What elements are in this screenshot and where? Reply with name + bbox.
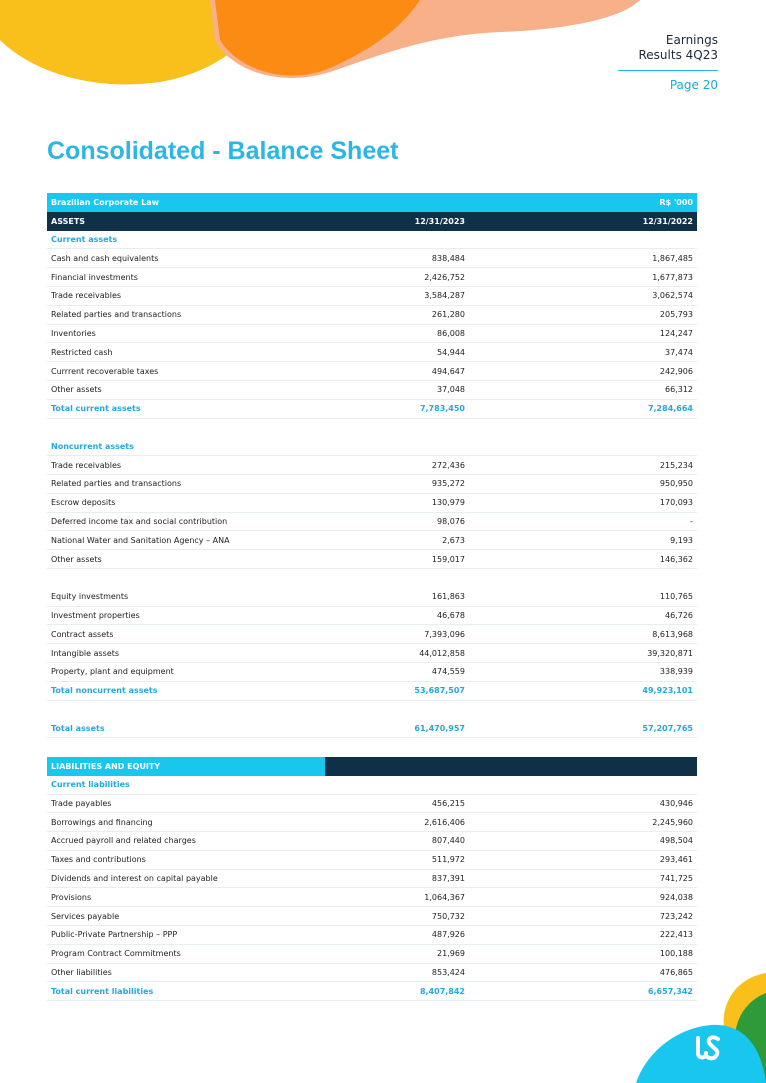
total-current-assets-row: Total current assets 7,783,450 7,284,664 [47, 400, 697, 419]
table-row [47, 513, 697, 532]
row-label: Provisions [51, 892, 92, 902]
row-label: Other assets [51, 385, 102, 395]
table-row [47, 813, 697, 832]
value-2023: 46,678 [437, 610, 465, 620]
table-row [47, 268, 697, 287]
value-2023: 2,616,406 [424, 817, 465, 827]
value-2022: 37,474 [665, 347, 693, 357]
spacer-row [47, 701, 697, 720]
value-2023: 21,969 [437, 949, 465, 959]
value-2023: 838,484 [431, 253, 465, 263]
value-2023: 161,863 [431, 592, 465, 602]
header-decoration [0, 0, 640, 95]
table-row [47, 475, 697, 494]
value-2023: 474,559 [431, 667, 465, 677]
value-2023: 494,647 [431, 366, 465, 376]
value-2023: 159,017 [431, 554, 465, 564]
row-label: Restricted cash [51, 347, 113, 357]
value-2023: 456,215 [431, 798, 465, 808]
row-label: Intangible assets [51, 648, 120, 658]
row-label: Trade payables [51, 798, 112, 808]
row-label: Related parties and transactions [51, 479, 182, 489]
liabilities-heading: LIABILITIES AND EQUITY [47, 757, 325, 776]
row-label: Currrent recoverable taxes [51, 366, 159, 376]
spacer-row [47, 419, 697, 438]
table-row [47, 832, 697, 851]
table-row [47, 456, 697, 475]
row-label: Accrued payroll and related charges [51, 836, 196, 846]
value-2023: 1,064,367 [424, 892, 465, 902]
value-2022: 66,312 [665, 385, 693, 395]
table-row [47, 907, 697, 926]
value-2023: 3,584,287 [424, 291, 465, 301]
value-2022: 222,413 [659, 930, 693, 940]
value-2022: 3,062,574 [652, 291, 693, 301]
total-current-liabilities-row: Total current liabilities 8,407,842 6,657,342 [47, 982, 697, 1001]
value-2022: 2,245,960 [652, 817, 693, 827]
table-row [47, 945, 697, 964]
value-2022: 46,726 [665, 610, 693, 620]
table-row [47, 644, 697, 663]
value-2022: 1,867,485 [652, 253, 693, 263]
row-label: Services payable [51, 911, 120, 921]
value-2022: 924,038 [659, 892, 693, 902]
row-label: Financial investments [51, 272, 138, 282]
table-row [47, 494, 697, 513]
row-label: Property, plant and equipment [51, 667, 174, 677]
balance-sheet-table [47, 193, 697, 1001]
footer-decoration [636, 973, 766, 1083]
column-2022: 12/31/2022 [642, 216, 693, 226]
value-2023: 807,440 [431, 836, 465, 846]
table-row [47, 362, 697, 381]
table-row [47, 795, 697, 814]
total-assets-row: Total assets 61,470,957 57,207,765 [47, 719, 697, 738]
noncurrent-assets-rows-b [47, 588, 697, 682]
value-2023: 487,926 [431, 930, 465, 940]
table-header-liabilities [47, 757, 697, 776]
table-row [47, 325, 697, 344]
row-label: National Water and Sanitation Agency – ANA [51, 535, 230, 545]
value-2023: 7,393,096 [424, 629, 465, 639]
document-title-line1: Earnings [665, 33, 718, 47]
table-row [47, 287, 697, 306]
header-corporate-law: Brazilian Corporate Law [51, 197, 160, 207]
row-label: Dividends and interest on capital payable [51, 874, 218, 884]
table-row [47, 625, 697, 644]
row-label: Public-Private Partnership – PPP [51, 930, 178, 940]
value-2023: 935,272 [431, 479, 465, 489]
value-2023: 272,436 [431, 460, 465, 470]
table-row [47, 870, 697, 889]
spacer-row [47, 569, 697, 588]
row-label: Other liabilities [51, 968, 112, 978]
row-label: Contract assets [51, 629, 114, 639]
row-label: Taxes and contributions [51, 855, 146, 865]
noncurrent-assets-rows-a [47, 456, 697, 569]
value-2022: 146,362 [659, 554, 693, 564]
value-2022: 498,504 [659, 836, 693, 846]
table-row [47, 607, 697, 626]
value-2022: 8,613,968 [652, 629, 693, 639]
column-2023: 12/31/2023 [414, 216, 465, 226]
value-2022: 950,950 [659, 479, 693, 489]
table-row [47, 531, 697, 550]
table-row [47, 343, 697, 362]
total-noncurrent-assets-row: Total noncurrent assets 53,687,507 49,923,101 [47, 682, 697, 701]
assets-heading: ASSETS [51, 216, 86, 226]
value-2023: 837,391 [431, 874, 465, 884]
section-noncurrent-assets: Noncurrent assets [47, 437, 697, 456]
value-2022: 293,461 [659, 855, 693, 865]
row-label: Program Contract Commitments [51, 949, 181, 959]
row-label: Related parties and transactions [51, 310, 182, 320]
row-label: Other assets [51, 554, 102, 564]
value-2022: 110,765 [659, 592, 693, 602]
value-2023: 511,972 [431, 855, 465, 865]
value-2022: 242,906 [659, 366, 693, 376]
value-2022: 124,247 [659, 328, 693, 338]
table-row [47, 926, 697, 945]
value-2022: 100,188 [659, 949, 693, 959]
row-label: Trade receivables [51, 291, 122, 301]
table-row [47, 964, 697, 983]
table-header-assets [47, 212, 697, 231]
table-row [47, 550, 697, 569]
current-liabilities-rows [47, 795, 697, 983]
row-label: Escrow deposits [51, 498, 116, 508]
value-2023: 2,426,752 [424, 272, 465, 282]
value-2023: 86,008 [437, 328, 465, 338]
section-current-assets: Current assets [47, 231, 697, 250]
value-2022: 205,793 [659, 310, 693, 320]
current-assets-rows [47, 249, 697, 399]
row-label: Borrowings and financing [51, 817, 153, 827]
row-label: Investment properties [51, 610, 140, 620]
row-label: Deferred income tax and social contribution [51, 516, 228, 526]
value-2022: 39,320,871 [647, 648, 693, 658]
value-2023: 98,076 [437, 516, 465, 526]
table-row [47, 888, 697, 907]
value-2022: 215,234 [659, 460, 693, 470]
row-label: Trade receivables [51, 460, 122, 470]
value-2022: - [690, 516, 693, 526]
value-2023: 54,944 [437, 347, 465, 357]
row-label: Inventories [51, 328, 96, 338]
value-2023: 2,673 [442, 535, 465, 545]
row-label: Equity investments [51, 592, 129, 602]
row-label: Cash and cash equivalents [51, 253, 159, 263]
value-2023: 44,012,858 [419, 648, 465, 658]
value-2022: 9,193 [670, 535, 693, 545]
table-header-law [47, 193, 697, 212]
value-2023: 37,048 [437, 385, 465, 395]
header-divider [618, 70, 718, 71]
table-row [47, 249, 697, 268]
value-2023: 130,979 [431, 498, 465, 508]
page-number: Page 20 [669, 78, 718, 92]
value-2023: 261,280 [431, 310, 465, 320]
value-2023: 853,424 [431, 968, 465, 978]
table-row [47, 851, 697, 870]
table-row [47, 381, 697, 400]
value-2022: 723,242 [659, 911, 693, 921]
value-2022: 430,946 [659, 798, 693, 808]
value-2023: 750,732 [431, 911, 465, 921]
value-2022: 741,725 [659, 874, 693, 884]
section-current-liabilities: Current liabilities [47, 776, 697, 795]
spacer-row [47, 738, 697, 757]
table-row [47, 306, 697, 325]
document-header [639, 33, 719, 63]
value-2022: 338,939 [659, 667, 693, 677]
value-2022: 1,677,873 [652, 272, 693, 282]
table-row [47, 663, 697, 682]
value-2022: 170,093 [659, 498, 693, 508]
value-2022: 476,865 [659, 968, 693, 978]
document-title-line2: Results 4Q23 [638, 48, 718, 62]
page-title: Consolidated - Balance Sheet [47, 137, 399, 165]
table-row [47, 588, 697, 607]
header-currency: R$ '000 [659, 197, 693, 207]
